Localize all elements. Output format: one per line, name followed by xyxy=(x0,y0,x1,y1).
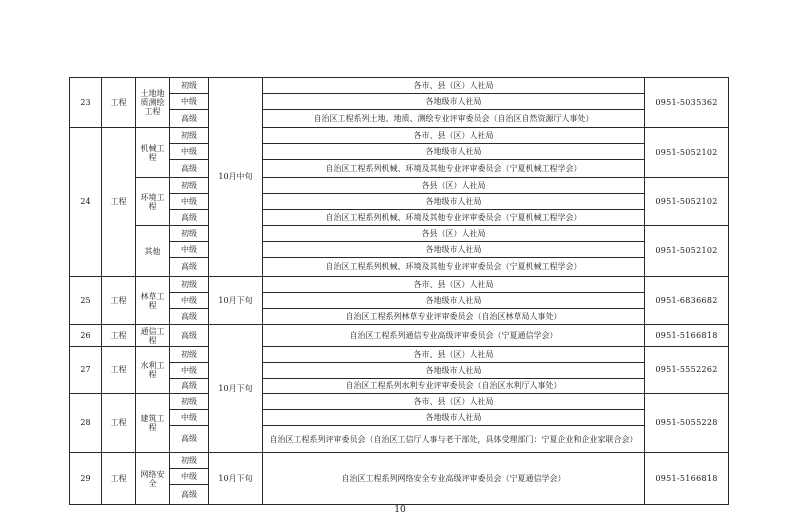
level-cell: 高级 xyxy=(170,258,209,277)
phone-number: 0951-5052102 xyxy=(645,226,729,277)
department-cell: 自治区工程系列网络安全专业高级评审委员会（宁夏通信学会） xyxy=(263,453,645,505)
category-cell: 土地地质测绘工程 xyxy=(136,78,170,128)
department-cell: 自治区工程系列评审委员会（自治区工信厅人事与老干部处，具体受理部门：宁夏企业和企业家联合会） xyxy=(263,426,645,453)
category-cell: 水利工程 xyxy=(136,347,170,394)
level-cell: 初级 xyxy=(170,394,209,410)
review-time: 10月下旬 xyxy=(209,325,263,453)
row-number: 28 xyxy=(70,394,102,453)
level-cell: 高级 xyxy=(170,379,209,394)
department-cell: 各市、县（区）人社局 xyxy=(263,277,645,293)
department-cell: 自治区工程系列机械、环境及其他专业评审委员会（宁夏机械工程学会） xyxy=(263,258,645,277)
phone-number: 0951-5052102 xyxy=(645,178,729,226)
category-cell: 环境工程 xyxy=(136,178,170,226)
level-cell: 中级 xyxy=(170,410,209,426)
phone-number: 0951-5552262 xyxy=(645,347,729,394)
department-cell: 自治区工程系列通信专业高级评审委员会（宁夏通信学会） xyxy=(263,325,645,347)
level-cell: 初级 xyxy=(170,178,209,194)
review-time: 10月下旬 xyxy=(209,453,263,505)
table-row xyxy=(70,453,729,469)
department-cell: 自治区工程系列水利专业评审委员会（自治区水利厅人事处） xyxy=(263,379,645,394)
department-cell: 各市、县（区）人社局 xyxy=(263,394,645,410)
department-cell: 自治区工程系列机械、环境及其他专业评审委员会（宁夏机械工程学会） xyxy=(263,160,645,178)
category-cell: 网络安全 xyxy=(136,453,170,505)
series-type: 工程 xyxy=(102,128,136,277)
review-time: 10月下旬 xyxy=(209,277,263,325)
department-cell: 各县（区）人社局 xyxy=(263,178,645,194)
phone-number: 0951-5052102 xyxy=(645,128,729,178)
phone-number: 0951-5166818 xyxy=(645,453,729,505)
department-cell: 自治区工程系列土地、地质、测绘专业评审委员会（自治区自然资源厅人事处） xyxy=(263,110,645,128)
department-cell: 各市、县（区）人社局 xyxy=(263,128,645,144)
department-cell: 各市、县（区）人社局 xyxy=(263,347,645,363)
page-number: 10 xyxy=(394,505,406,515)
level-cell: 高级 xyxy=(170,325,209,347)
table-row xyxy=(70,178,729,194)
row-number: 23 xyxy=(70,78,102,128)
level-cell: 中级 xyxy=(170,469,209,485)
phone-number: 0951-5055228 xyxy=(645,394,729,453)
level-cell: 初级 xyxy=(170,78,209,94)
level-cell: 中级 xyxy=(170,94,209,110)
series-type: 工程 xyxy=(102,277,136,325)
level-cell: 中级 xyxy=(170,242,209,258)
category-cell: 通信工程 xyxy=(136,325,170,347)
department-cell: 自治区工程系列林草专业评审委员会（自治区林草局人事处） xyxy=(263,309,645,325)
department-cell: 各地级市人社局 xyxy=(263,94,645,110)
row-number: 29 xyxy=(70,453,102,505)
department-cell: 各地级市人社局 xyxy=(263,410,645,426)
level-cell: 中级 xyxy=(170,144,209,160)
level-cell: 中级 xyxy=(170,293,209,309)
table-row xyxy=(70,325,729,347)
department-cell: 各地级市人社局 xyxy=(263,144,645,160)
level-cell: 高级 xyxy=(170,210,209,226)
table-row xyxy=(70,78,729,94)
department-cell: 各县（区）人社局 xyxy=(263,226,645,242)
department-cell: 各地级市人社局 xyxy=(263,194,645,210)
department-cell: 自治区工程系列机械、环境及其他专业评审委员会（宁夏机械工程学会） xyxy=(263,210,645,226)
level-cell: 高级 xyxy=(170,426,209,453)
level-cell: 初级 xyxy=(170,347,209,363)
level-cell: 中级 xyxy=(170,194,209,210)
series-type: 工程 xyxy=(102,78,136,128)
row-number: 27 xyxy=(70,347,102,394)
table-row xyxy=(70,226,729,242)
category-cell: 机械工程 xyxy=(136,128,170,178)
level-cell: 初级 xyxy=(170,226,209,242)
category-cell: 建筑工程 xyxy=(136,394,170,453)
level-cell: 高级 xyxy=(170,160,209,178)
level-cell: 初级 xyxy=(170,128,209,144)
review-time: 10月中旬 xyxy=(209,78,263,277)
table-row xyxy=(70,347,729,363)
level-cell: 高级 xyxy=(170,309,209,325)
level-cell: 中级 xyxy=(170,363,209,379)
row-number: 26 xyxy=(70,325,102,347)
series-type: 工程 xyxy=(102,394,136,453)
professional-title-review-table xyxy=(69,77,729,505)
series-type: 工程 xyxy=(102,347,136,394)
level-cell: 初级 xyxy=(170,277,209,293)
phone-number: 0951-5166818 xyxy=(645,325,729,347)
category-cell: 其他 xyxy=(136,226,170,277)
row-number: 25 xyxy=(70,277,102,325)
phone-number: 0951-5035362 xyxy=(645,78,729,128)
table-row xyxy=(70,394,729,410)
department-cell: 各地级市人社局 xyxy=(263,363,645,379)
category-cell: 林草工程 xyxy=(136,277,170,325)
series-type: 工程 xyxy=(102,453,136,505)
table-row xyxy=(70,277,729,293)
department-cell: 各地级市人社局 xyxy=(263,242,645,258)
department-cell: 各地级市人社局 xyxy=(263,293,645,309)
level-cell: 初级 xyxy=(170,453,209,469)
department-cell: 各市、县（区）人社局 xyxy=(263,78,645,94)
level-cell: 高级 xyxy=(170,110,209,128)
table-row xyxy=(70,128,729,144)
row-number: 24 xyxy=(70,128,102,277)
phone-number: 0951-6836682 xyxy=(645,277,729,325)
level-cell: 高级 xyxy=(170,485,209,505)
series-type: 工程 xyxy=(102,325,136,347)
